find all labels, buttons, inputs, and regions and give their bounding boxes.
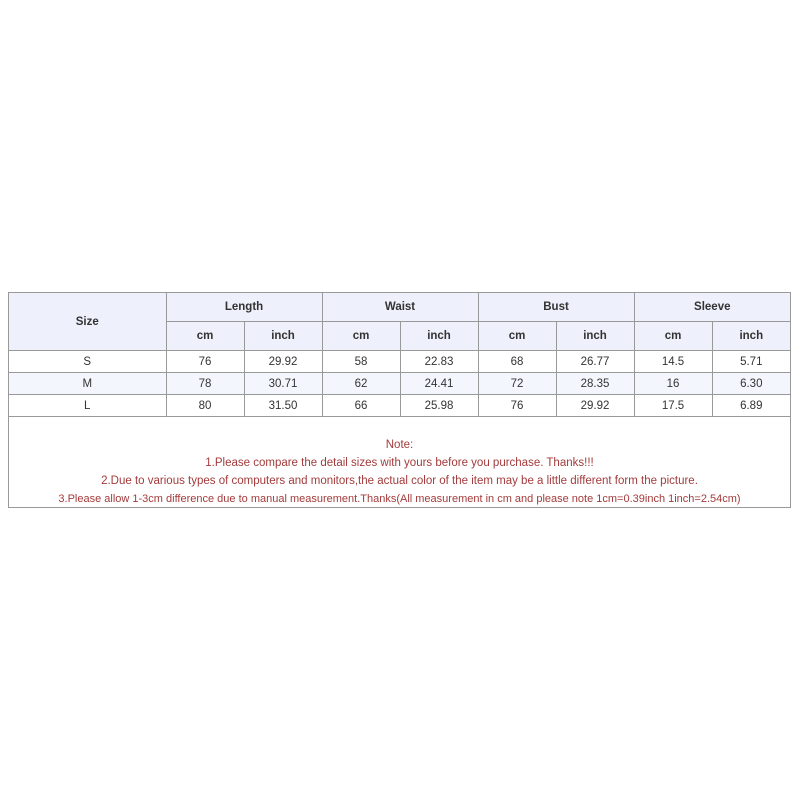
waist-header: Waist [322,293,478,322]
table-cell: 72 [478,373,556,395]
size-chart [8,292,791,508]
table-row [9,351,790,373]
table-cell: 17.5 [634,395,712,417]
waist-inch-header: inch [400,322,478,351]
size-table [9,293,790,417]
sleeve-inch-header: inch [712,322,790,351]
waist-cm-header: cm [322,322,400,351]
table-cell: 30.71 [244,373,322,395]
table-cell: 66 [322,395,400,417]
notes-section [9,417,790,508]
sleeve-cm-header: cm [634,322,712,351]
table-cell: 68 [478,351,556,373]
length-cm-header: cm [166,322,244,351]
notes-title: Note: [385,439,414,451]
size-column-header: Size [9,293,166,351]
header-row-groups [9,293,790,322]
table-cell: 24.41 [400,373,478,395]
size-cell: S [9,351,166,373]
table-row [9,395,790,417]
table-cell: 62 [322,373,400,395]
table-cell: 76 [478,395,556,417]
bust-inch-header: inch [556,322,634,351]
length-header: Length [166,293,322,322]
table-cell: 26.77 [556,351,634,373]
table-cell: 16 [634,373,712,395]
bust-cm-header: cm [478,322,556,351]
size-cell: L [9,395,166,417]
bust-header: Bust [478,293,634,322]
length-inch-header: inch [244,322,322,351]
note-line: 2.Due to various types of computers and monitors,the actual color of the item may be a little different form the picture. [101,475,698,487]
size-cell: M [9,373,166,395]
table-cell: 31.50 [244,395,322,417]
table-cell: 14.5 [634,351,712,373]
table-cell: 58 [322,351,400,373]
table-cell: 22.83 [400,351,478,373]
table-row [9,373,790,395]
table-cell: 6.89 [712,395,790,417]
table-cell: 5.71 [712,351,790,373]
table-cell: 29.92 [556,395,634,417]
table-cell: 29.92 [244,351,322,373]
table-cell: 80 [166,395,244,417]
table-cell: 76 [166,351,244,373]
note-line: 1.Please compare the detail sizes with yours before you purchase. Thanks!!! [205,457,594,469]
table-cell: 28.35 [556,373,634,395]
table-cell: 25.98 [400,395,478,417]
note-line: 3.Please allow 1-3cm difference due to manual measurement.Thanks(All measurement in cm and please note 1cm=0.39inch 1inch=2.54cm) [58,493,741,505]
sleeve-header: Sleeve [634,293,790,322]
table-cell: 6.30 [712,373,790,395]
table-cell: 78 [166,373,244,395]
